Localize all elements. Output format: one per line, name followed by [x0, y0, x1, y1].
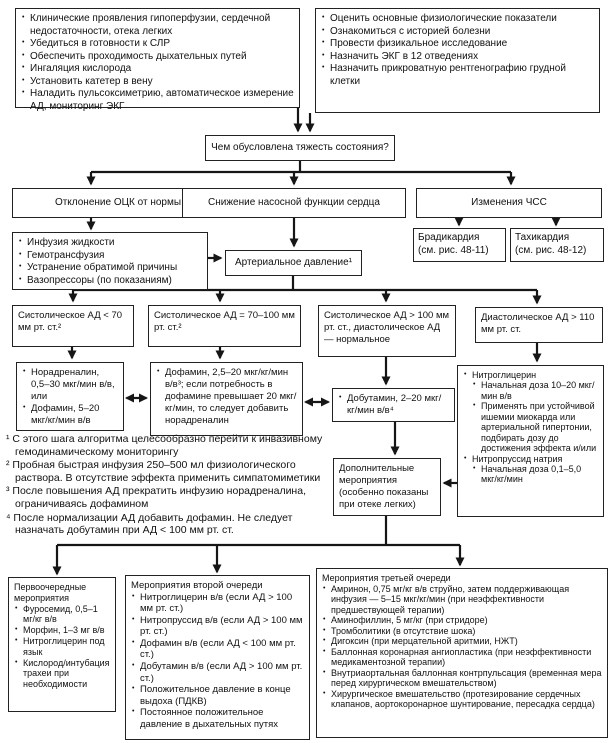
footnote: ³ После повышения АД прекратить инфузию норадреналина, ограничиваясь дофамином [6, 485, 306, 510]
box-tachycardia [510, 228, 604, 262]
additional-measures-text: Дополнительные мероприятия (особенно показаны при отеке легких) [339, 463, 429, 510]
list-item: • Клинические проявления гипоперфузии, сердечной недостаточности, отека легких [21, 13, 294, 38]
list-item: • Добутамин в/в (если АД > 100 мм рт. ст.) [131, 661, 304, 684]
bp-category-text: Систолическое АД < 70 мм рт. ст.² [18, 310, 123, 333]
tachycardia-ref: (см. рис. 48-12) [515, 244, 587, 256]
box-bp-diastolic-over-110 [475, 307, 603, 343]
footnote: ² Пробная быстрая инфузия 250–500 мл физиологического раствора. В отсутствие эффекта применить симпатомиметики [6, 459, 321, 484]
list-item: • Морфин, 1–3 мг в/в [14, 625, 110, 636]
list-item: • Положительное давление в конце выдоха (ПДКВ) [131, 684, 304, 707]
list-item: • Тромболитики (в отсутствие шока) [322, 626, 602, 637]
list-item: • Убедиться в готовности к СЛР [21, 38, 294, 51]
branch-heart-rate [416, 188, 602, 218]
box-bradycardia [413, 228, 506, 262]
box-dobutamine [332, 388, 455, 422]
footnote: ⁴ После нормализации АД добавить дофамин. Не следует назначать добутамин при АД < 100 мм рт. ст. [6, 511, 293, 537]
list-item: • Амринон, 0,75 мг/кг в/в струйно, затем поддерживающая инфузия — 5–15 мкг/кг/мин (при неэффективности предшествующей терапии) [322, 584, 602, 616]
box-first-line-measures [8, 577, 116, 712]
box-title: Первоочередные мероприятия [14, 582, 87, 603]
box-nitroglycerin-nitroprusside [457, 365, 604, 517]
list-item: • Дигоксин (при мерцательной аритмии, НЖТ) [322, 636, 602, 647]
branch-pump-function [182, 188, 406, 218]
box-clinical-assessment [15, 8, 300, 112]
list-item: • Аминофиллин, 5 мг/кг (при стридоре) [322, 615, 602, 626]
list-item: • Ингаляция кислорода [21, 63, 294, 76]
list-item: • Начальная доза 0,1–5,0 мкг/кг/мин [472, 464, 598, 485]
box-bp-systolic-under-70 [12, 305, 134, 347]
list-item: • Баллонная коронарная ангиопластика (при неэффективности медикаментозной терапии) [322, 647, 602, 668]
list-item: • Назначить прикроватную рентгенографию грудной клетки [321, 63, 594, 88]
box-diagnostics [315, 8, 600, 113]
list-item: • Нитроглицерин [463, 370, 598, 380]
list-item: • Кислород/интубация трахеи при необходимости [14, 658, 110, 690]
list-item: • Добутамин, 2–20 мкг/кг/мин в/в⁴ [338, 393, 449, 417]
list-item: • Дофамин, 5–20 мкг/кг/мин в/в [22, 403, 118, 427]
bradycardia-label: Брадикардия [418, 232, 480, 243]
list-item: • Провести физикальное исследование [321, 38, 594, 51]
bradycardia-ref: (см. рис. 48-11) [418, 244, 489, 256]
bp-category-text: Систолическое АД = 70–100 мм рт. ст.² [154, 310, 295, 333]
list-item: • Нитропруссид натрия [463, 454, 598, 464]
list-item: • Ознакомиться с историей болезни [321, 26, 594, 39]
box-second-line-measures [125, 575, 310, 740]
box-arterial-pressure [225, 250, 362, 276]
list-item: • Внутриаортальная баллонная контрпульсация (временная мера перед хирургическом вмешательством) [322, 668, 602, 689]
list-item: • Оценить основные физиологические показатели [321, 13, 594, 26]
list-item: • Назначить ЭКГ в 12 отведениях [321, 51, 594, 64]
box-third-line-measures [316, 568, 608, 738]
footnote: ¹ С этого шага алгоритма целесообразно перейти к инвазивному гемодинамическому мониторингу [6, 433, 323, 458]
list-item: • Наладить пульсоксиметрию, автоматическое измерение АД, мониторинг ЭКГ [21, 88, 294, 113]
branch-label: Отклонение ОЦК от нормы [54, 196, 182, 208]
box-additional-measures [333, 458, 441, 516]
box-volume-actions [12, 232, 208, 290]
box-dopamine [150, 362, 303, 436]
list-item: • Нитроглицерин в/в (если АД > 100 мм рт. ст.) [131, 592, 304, 615]
list-item: • Гемотрансфузия [18, 250, 202, 263]
list-item: • Применять при устойчивой ишемии миокарда или артериальной гипертонии, подбирать дозу до достижения эффекта и/или [472, 401, 598, 453]
list-item: • Фуросемид, 0,5–1 мг/кг в/в [14, 604, 110, 626]
list-item: • Дофамин, 2,5–20 мкг/кг/мин в/в³; если потребность в дофамине превышает 20 мкг/кг/мин, то следует добавить норадреналин [156, 367, 297, 426]
list-item: • Установить катетер в вену [21, 76, 294, 89]
branch-label: Изменения ЧСС [471, 196, 547, 208]
list-item: • Дофамин в/в (если АД < 100 мм рт. ст.) [131, 638, 304, 661]
list-item: • Нитроглицерин под язык [14, 636, 110, 658]
box-bp-systolic-70-100 [148, 305, 301, 347]
tachycardia-label: Тахикардия [515, 232, 570, 243]
bp-category-text: Диастолическое АД > 110 мм рт. ст. [481, 312, 595, 335]
box-norepinephrine [16, 362, 124, 431]
list-item: • Устранение обратимой причины [18, 262, 202, 275]
arterial-pressure-label: Артериальное давление¹ [234, 256, 353, 268]
list-item: • Нитропруссид в/в (если АД > 100 мм рт. ст.) [131, 615, 304, 638]
list-item: • Вазопрессоры (по показаниям) [18, 275, 202, 288]
bp-category-text: Систолическое АД > 100 мм рт. ст., диастолическое АД — нормальное [324, 310, 450, 345]
branch-label: Снижение насосной функции сердца [208, 196, 380, 208]
box-bp-systolic-over-100 [318, 305, 456, 357]
list-item: • Инфузия жидкости [18, 237, 202, 250]
footnotes [6, 433, 328, 538]
list-item: • Хирургическое вмешательство (протезирование сердечных клапанов, аортокоронарное шунтирование, пересадка сердца) [322, 689, 602, 710]
question-text: Чем обусловлена тяжесть состояния? [211, 141, 389, 153]
list-item: • Обеспечить проходимость дыхательных путей [21, 51, 294, 64]
question-box [205, 135, 395, 161]
list-item: • Постоянное положительное давление в дыхательных путях [131, 707, 304, 730]
list-item: • Норадреналин, 0,5–30 мкг/мин в/в, или [22, 367, 118, 403]
box-title: Мероприятия третьей очереди [322, 573, 451, 583]
box-title: Мероприятия второй очереди [131, 580, 263, 591]
list-item: • Начальная доза 10–20 мкг/мин в/в [472, 380, 598, 401]
